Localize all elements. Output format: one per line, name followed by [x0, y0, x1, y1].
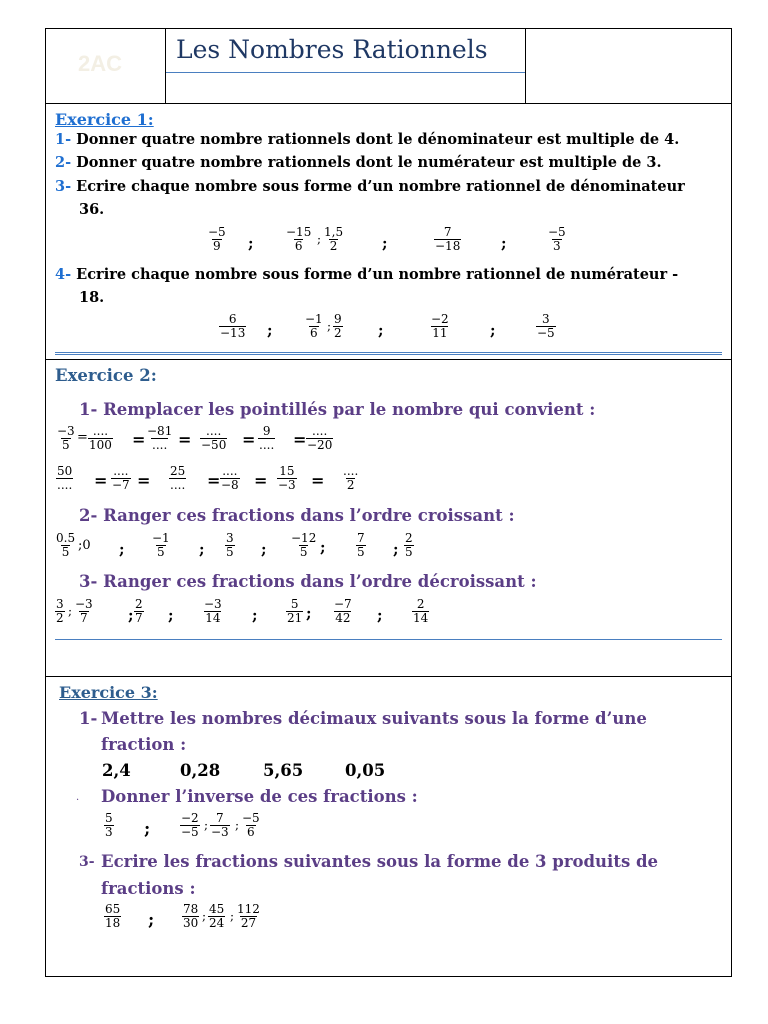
ex3-question-3: Ecrire les fractions suivantes sous la forme de 3 produits de: [101, 852, 659, 871]
fraction: [56, 465, 73, 492]
numerator: 5: [105, 811, 113, 825]
question-number: 2-: [55, 154, 72, 171]
fraction: [285, 226, 312, 253]
denominator: 5: [405, 545, 413, 559]
numerator: −1: [305, 312, 323, 326]
numerator: −3: [57, 424, 75, 438]
denominator: 7: [80, 611, 88, 625]
fraction: [404, 532, 414, 559]
fraction: [286, 598, 303, 625]
ex1-question-3: [55, 178, 685, 195]
numerator: 3: [56, 597, 64, 611]
equals-sign: =: [242, 430, 256, 449]
fraction: [203, 598, 223, 625]
numerator: 7: [216, 811, 224, 825]
separator: ;: [248, 234, 254, 252]
fraction: [111, 465, 131, 492]
ex1-question-1: [55, 131, 679, 148]
exercise-1-title: Exercice 1:: [55, 110, 154, 129]
numerator: ....: [92, 424, 109, 438]
numerator: −81: [147, 424, 173, 438]
denominator: ....: [152, 438, 168, 452]
denominator: −3: [211, 825, 229, 839]
fraction: [104, 903, 121, 930]
denominator: 6: [294, 239, 303, 253]
denominator: ....: [57, 478, 73, 492]
denominator: 5: [61, 545, 70, 559]
denominator: 3: [105, 825, 113, 839]
numerator: −5: [208, 225, 226, 239]
fraction: [547, 226, 567, 253]
denominator: 5: [299, 545, 308, 559]
separator: ;: [128, 606, 134, 624]
denominator: 3: [553, 239, 561, 253]
ex1-question-4: [55, 266, 678, 283]
numerator: 6: [228, 312, 237, 326]
numerator: −2: [181, 811, 199, 825]
question-text: Ecrire chaque nombre sous forme d’un nombre rationnel de numérateur -: [76, 266, 679, 283]
ex1-question-3-cont: 36.: [79, 201, 105, 218]
section-rule: [55, 352, 722, 353]
fraction: [356, 532, 366, 559]
denominator: −3: [278, 478, 296, 492]
fraction: [207, 226, 227, 253]
numerator: −3: [75, 597, 93, 611]
decimal-value: 5,65: [263, 761, 304, 780]
ex3-question-1-cont: fraction :: [101, 735, 187, 754]
fraction: [180, 812, 200, 839]
ex3-question-3-number: 3-: [79, 854, 95, 870]
separator: ;: [378, 321, 384, 339]
ex3-question-3-cont: fractions :: [101, 879, 196, 898]
question-number: 3-: [55, 178, 72, 195]
page-title: Les Nombres Rationnels: [176, 35, 488, 64]
numerator: 3: [226, 531, 234, 545]
fraction: [342, 465, 359, 492]
numerator: 65: [105, 902, 121, 916]
separator: ;: [377, 606, 383, 624]
separator: ;: [261, 540, 267, 558]
denominator: 6: [247, 825, 255, 839]
numerator: 15: [279, 464, 295, 478]
equals-sign: =: [207, 471, 221, 490]
section-rule: [55, 354, 722, 355]
numerator: 7: [357, 531, 365, 545]
fraction: [434, 226, 461, 253]
separator: ;: [119, 540, 125, 558]
fraction: [55, 532, 76, 559]
decimal-value: 0,28: [180, 761, 221, 780]
equals-sign: =: [94, 471, 108, 490]
fraction: [430, 313, 450, 340]
ex3-question-2-number: .: [76, 792, 80, 803]
denominator: ....: [170, 478, 186, 492]
denominator: 24: [209, 916, 225, 930]
fraction: [219, 313, 246, 340]
separator: ;: [202, 909, 207, 923]
denominator: 100: [89, 438, 112, 452]
denominator: −5: [537, 326, 555, 340]
fraction: [74, 598, 94, 625]
numerator: 25: [170, 464, 186, 478]
separator: ;: [252, 606, 258, 624]
fraction: [88, 425, 113, 452]
numerator: ....: [113, 464, 129, 478]
fraction: [146, 425, 173, 452]
numerator: ....: [343, 464, 359, 478]
numerator: −5: [242, 811, 260, 825]
denominator: ....: [259, 438, 275, 452]
denominator: 5: [157, 545, 165, 559]
denominator: −7: [112, 478, 130, 492]
header-divider-right: [525, 28, 526, 104]
equals-sign: =: [137, 471, 151, 490]
separator: ;: [199, 540, 205, 558]
fraction: [333, 313, 343, 340]
numerator: 2: [416, 597, 425, 611]
fraction: [200, 425, 227, 452]
fraction: [304, 313, 324, 340]
denominator: 9: [213, 239, 221, 253]
numerator: −7: [334, 597, 352, 611]
numerator: −3: [204, 597, 222, 611]
numerator: 78: [183, 902, 199, 916]
question-text: Donner quatre nombre rationnels dont le dénominateur est multiple de 4.: [76, 131, 680, 148]
ex2-question-3: 3- Ranger ces fractions dans l’ordre décroissant :: [79, 572, 537, 591]
numerator: 7: [443, 225, 452, 239]
denominator: −50: [201, 438, 227, 452]
fraction: [56, 425, 76, 452]
numerator: 9: [262, 424, 271, 438]
equals-sign: =: [254, 471, 268, 490]
question-text: Donner quatre nombre rationnels dont le numérateur est multiple de 3.: [76, 154, 662, 171]
equals-sign: =: [293, 430, 307, 449]
numerator: 5: [290, 597, 299, 611]
denominator: −13: [220, 326, 246, 340]
header-divider-left: [165, 28, 166, 104]
fraction: [225, 532, 235, 559]
fraction: [536, 313, 556, 340]
header-title-underline: [166, 72, 525, 73]
denominator: −20: [307, 438, 333, 452]
denominator: 2: [56, 611, 64, 625]
ex1-question-2: [55, 154, 662, 171]
numerator: 2: [405, 531, 413, 545]
fraction: [290, 532, 317, 559]
denominator: −18: [435, 239, 461, 253]
separator: ;: [144, 819, 151, 839]
separator: ;: [267, 321, 273, 339]
equals-sign: =: [132, 430, 146, 449]
denominator: −8: [221, 478, 239, 492]
separator: ;: [306, 604, 312, 622]
denominator: 21: [287, 611, 303, 625]
numerator: 112: [237, 902, 260, 916]
numerator: ....: [206, 424, 222, 438]
denominator: 2: [346, 478, 355, 492]
numerator: −12: [291, 531, 317, 545]
separator: ;: [490, 321, 496, 339]
denominator: 14: [413, 611, 429, 625]
denominator: 5: [62, 438, 70, 452]
fraction: [151, 532, 171, 559]
decimal-value: 2,4: [102, 761, 131, 780]
fraction: [277, 465, 297, 492]
fraction: [55, 598, 65, 625]
level-label: 2AC: [78, 51, 123, 76]
separator: ;: [230, 909, 235, 923]
numerator: −5: [548, 225, 566, 239]
denominator: 18: [105, 916, 121, 930]
ex3-question-1: Mettre les nombres décimaux suivants sous la forme d’une: [101, 709, 647, 728]
fraction: [169, 465, 186, 492]
fraction: [134, 598, 144, 625]
ex2-question-2: 2- Ranger ces fractions dans l’ordre croissant :: [79, 506, 515, 525]
numerator: 2: [135, 597, 143, 611]
decimal-value: 0,05: [345, 761, 386, 780]
fraction: [236, 903, 261, 930]
denominator: 42: [335, 611, 351, 625]
exercise-3-title: Exercice 3:: [59, 683, 158, 702]
separator: ;: [204, 818, 209, 832]
fraction: [412, 598, 429, 625]
denominator: 2: [334, 326, 342, 340]
denominator: 2: [329, 239, 338, 253]
numerator: −15: [286, 225, 312, 239]
fraction: [182, 903, 199, 930]
ex2-question-1: 1- Remplacer les pointillés par le nombre qui convient :: [79, 400, 596, 419]
question-text: Ecrire chaque nombre sous forme d’un nombre rationnel de dénominateur: [76, 178, 685, 195]
fraction: [220, 465, 240, 492]
numerator: ....: [222, 464, 238, 478]
separator: ;: [168, 606, 174, 624]
separator: ;: [501, 234, 507, 252]
fraction: [333, 598, 353, 625]
separator: ;: [148, 910, 155, 930]
separator: ;: [382, 234, 388, 252]
ex1-question-4-cont: 18.: [79, 289, 105, 306]
fraction: [323, 226, 344, 253]
question-number: 4-: [55, 266, 72, 283]
separator: ;: [317, 232, 322, 246]
separator: ;: [327, 319, 332, 333]
fraction: [104, 812, 114, 839]
denominator: 14: [205, 611, 221, 625]
denominator: 11: [432, 326, 448, 340]
fraction: [210, 812, 230, 839]
denominator: 5: [357, 545, 365, 559]
equals-sign: =: [178, 430, 192, 449]
separator: ;: [235, 818, 240, 832]
separator: ;: [393, 540, 399, 558]
equals-sign: =: [311, 471, 325, 490]
numerator: −1: [152, 531, 170, 545]
numerator: 50: [57, 464, 73, 478]
ex3-question-2: Donner l’inverse de ces fractions :: [101, 787, 418, 806]
fraction: [306, 425, 333, 452]
zero-value: ;0: [78, 538, 91, 553]
fraction: [208, 903, 225, 930]
ex3-question-1-number: 1-: [79, 709, 98, 728]
denominator: 6: [310, 326, 318, 340]
section-rule: [55, 639, 722, 640]
equals-sign: =: [77, 430, 88, 445]
numerator: 0.5: [56, 531, 76, 545]
denominator: 5: [226, 545, 234, 559]
fraction: [258, 425, 275, 452]
exercise-2-title: Exercice 2:: [55, 366, 157, 385]
numerator: 9: [334, 312, 342, 326]
numerator: 3: [542, 312, 550, 326]
numerator: 45: [209, 902, 225, 916]
numerator: ....: [312, 424, 328, 438]
denominator: 7: [135, 611, 143, 625]
denominator: 27: [240, 916, 257, 930]
denominator: −5: [181, 825, 199, 839]
separator: ;: [68, 604, 73, 618]
separator: ;: [320, 538, 326, 556]
numerator: 1,5: [324, 225, 344, 239]
question-number: 1-: [55, 131, 72, 148]
denominator: 30: [183, 916, 199, 930]
numerator: −2: [431, 312, 449, 326]
fraction: [241, 812, 261, 839]
